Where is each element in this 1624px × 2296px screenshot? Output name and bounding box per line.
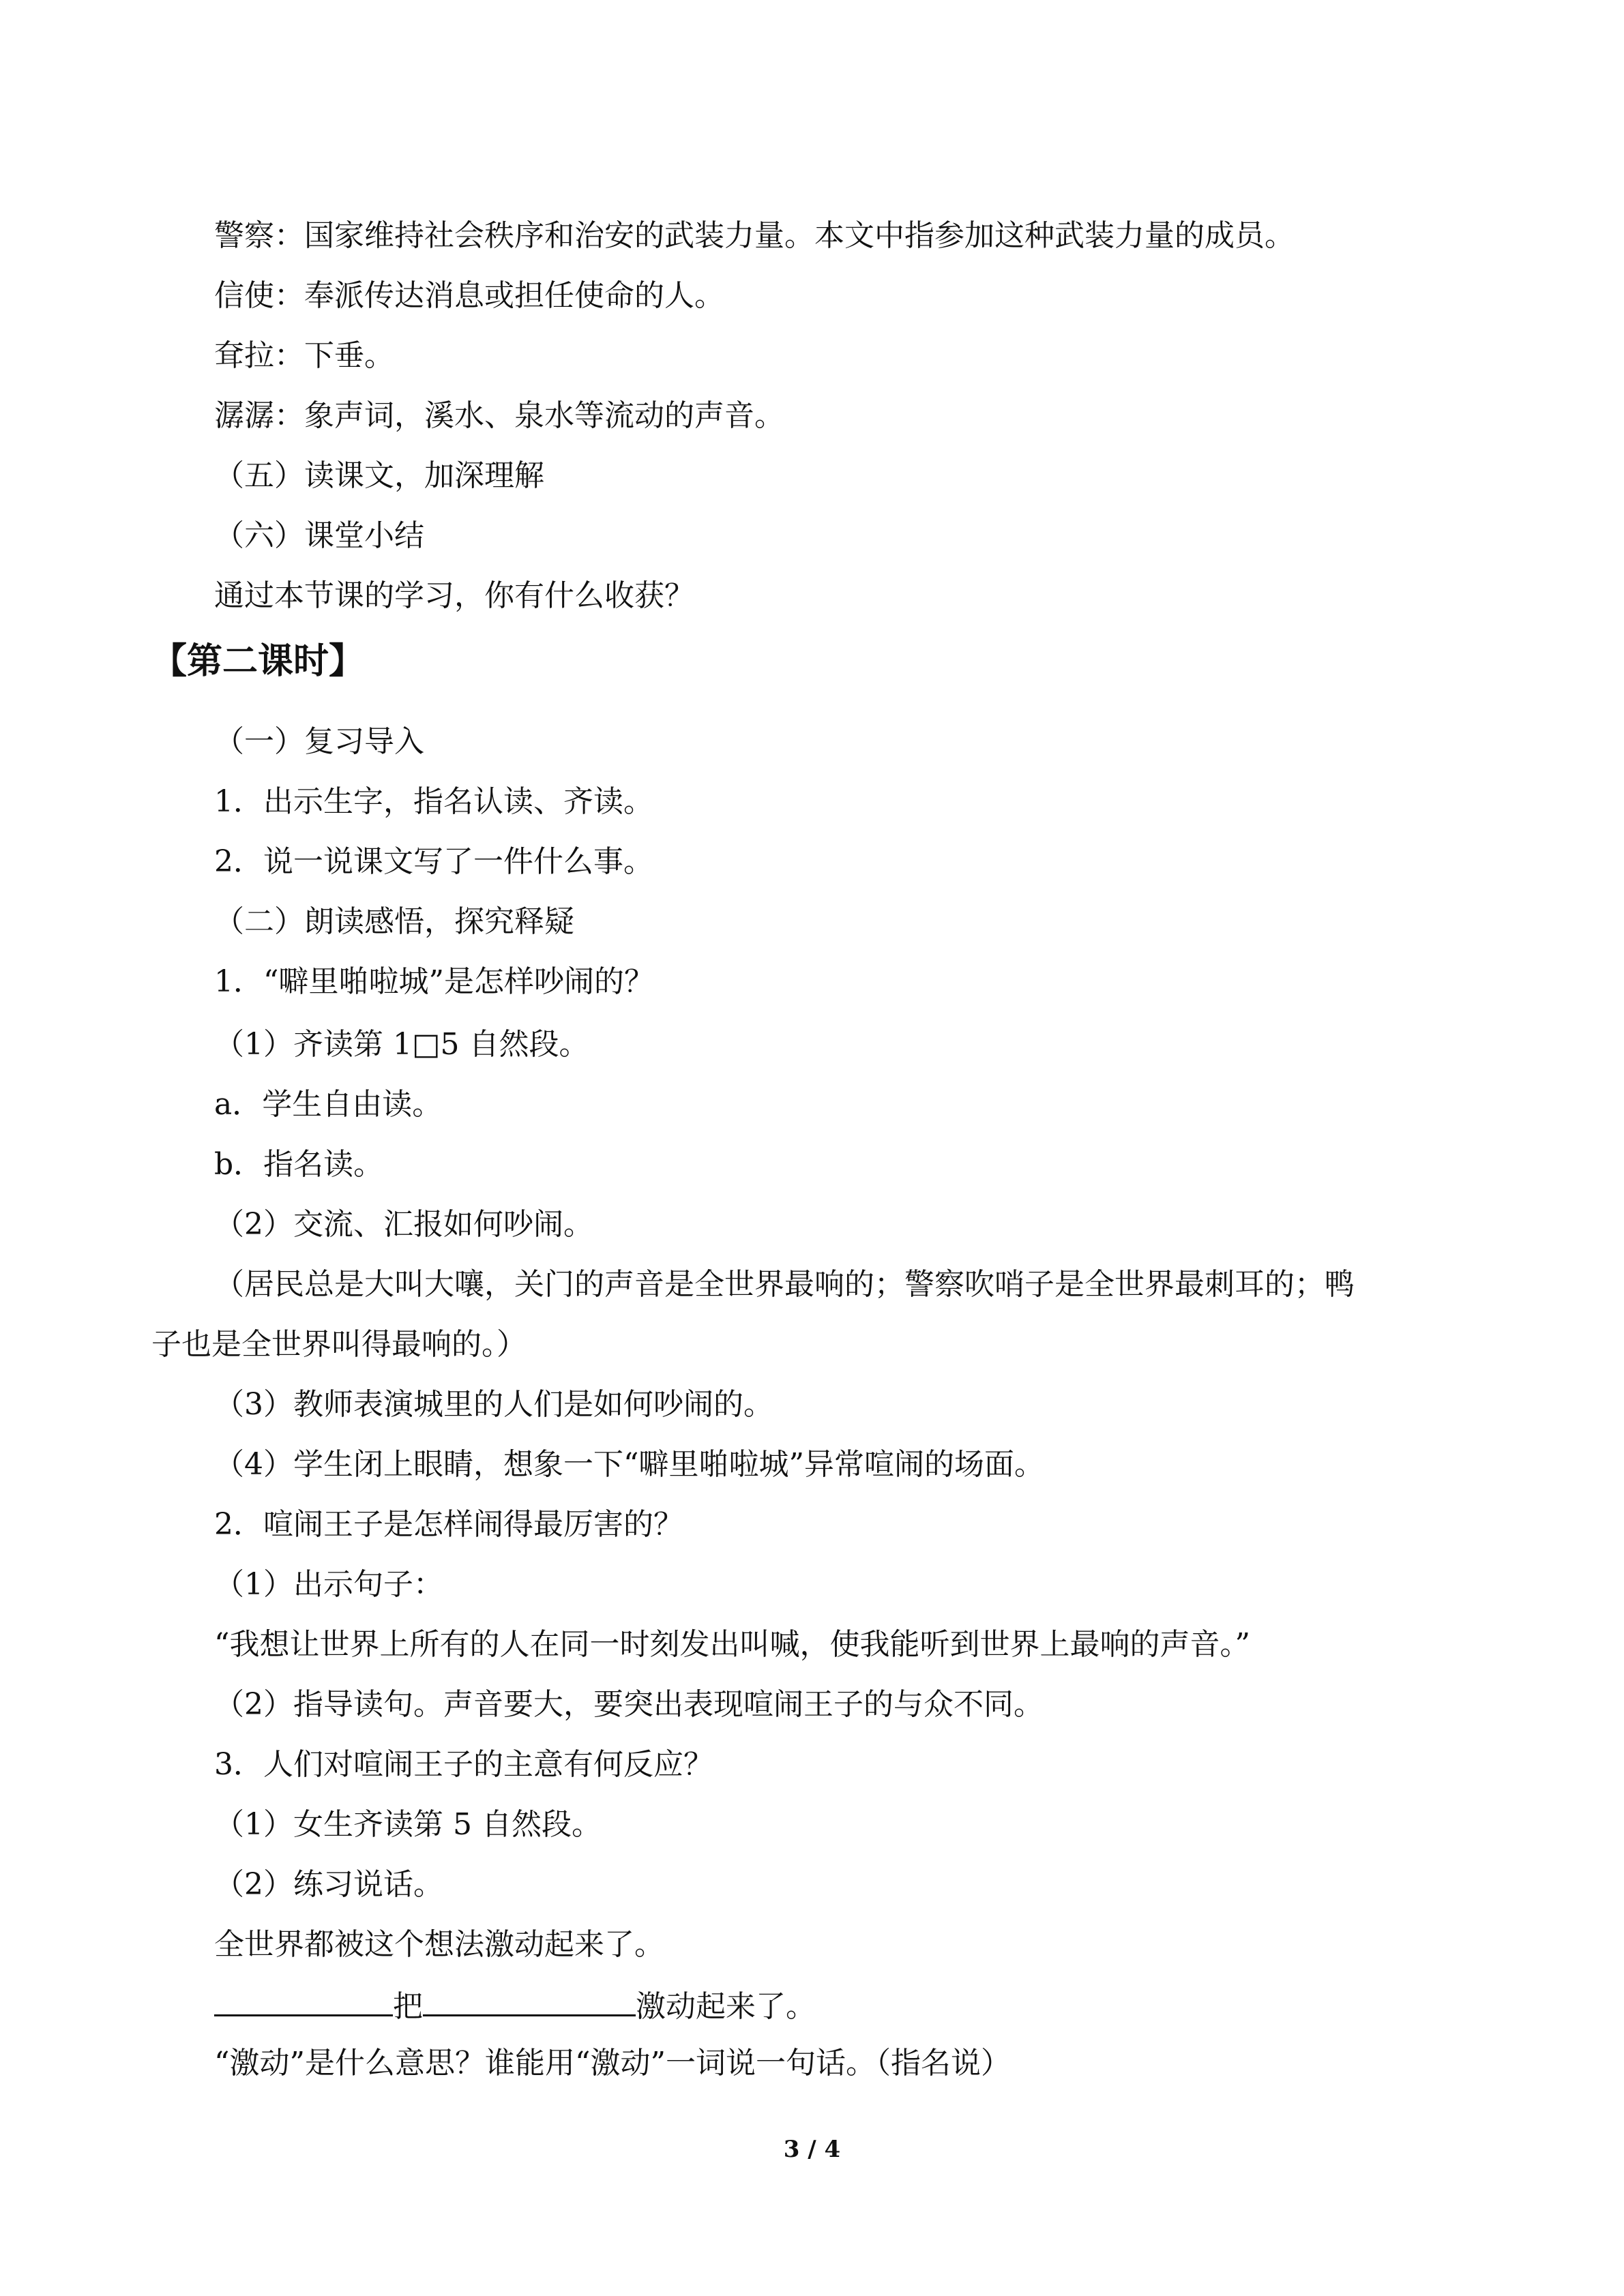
- text-line: 通过本节课的学习，你有什么收获？: [214, 578, 694, 613]
- fill-blank-sentence: [214, 1984, 816, 2027]
- blank-line: [214, 1984, 393, 2016]
- text-line: 全世界都被这个想法激动起来了。: [214, 1927, 664, 1962]
- text-line: 2．喧闹王子是怎样闹得最厉害的？: [214, 1507, 683, 1542]
- section-heading: 【第二课时】: [151, 641, 365, 682]
- text-line: 子也是全世界叫得最响的。）: [151, 1327, 527, 1362]
- text-line: 3．人们对喧闹王子的主意有何反应？: [214, 1747, 713, 1782]
- text-line: （六）课堂小结: [214, 518, 424, 553]
- text-line: 潺潺：象声词，溪水、泉水等流动的声音。: [214, 398, 784, 433]
- text-line: （一）复习导入: [214, 724, 424, 759]
- text-line: 2．说一说课文写了一件什么事。: [214, 844, 653, 879]
- page-number: 3 / 4: [783, 2136, 841, 2163]
- blank-line: [423, 1984, 636, 2016]
- fill-blank-middle: 把: [393, 1989, 423, 2024]
- text-line: 耷拉：下垂。: [214, 338, 394, 373]
- text-line: （五）读课文，加深理解: [214, 458, 544, 493]
- text-line: （4）学生闭上眼睛，想象一下“噼里啪啦城”异常喧闹的场面。: [214, 1447, 1044, 1482]
- fill-blank-end: 激动起来了。: [636, 1989, 816, 2024]
- text-line: 警察：国家维持社会秩序和治安的武装力量。本文中指参加这种武装力量的成员。: [214, 218, 1295, 253]
- text-line: （1）出示句子：: [214, 1567, 443, 1602]
- text-line: b．指名读。: [214, 1147, 384, 1182]
- text-line: （1）齐读第 1□5 自然段。: [214, 1027, 589, 1062]
- text-line: （二）朗读感悟，探究释疑: [214, 904, 574, 939]
- text-line: 1．出示生字，指名认读、齐读。: [214, 784, 653, 819]
- text-line: 信使：奉派传达消息或担任使命的人。: [214, 278, 724, 313]
- text-line: （居民总是大叫大嚷，关门的声音是全世界最响的；警察吹哨子是全世界最刺耳的；鸭: [214, 1267, 1355, 1302]
- text-line: （2）练习说话。: [214, 1867, 443, 1902]
- text-line: “我想让世界上所有的人在同一时刻发出叫喊，使我能听到世界上最响的声音。”: [214, 1627, 1250, 1662]
- text-line: “激动”是什么意思？谁能用“激动”一词说一句话。（指名说）: [214, 2046, 1011, 2081]
- text-line: （1）女生齐读第 5 自然段。: [214, 1807, 602, 1842]
- text-line: 1．“噼里啪啦城”是怎样吵闹的？: [214, 964, 654, 999]
- text-line: （3）教师表演城里的人们是如何吵闹的。: [214, 1387, 773, 1422]
- text-line: （2）交流、汇报如何吵闹。: [214, 1207, 593, 1242]
- text-line: （2）指导读句。声音要大，要突出表现喧闹王子的与众不同。: [214, 1687, 1044, 1722]
- text-line: a．学生自由读。: [214, 1087, 443, 1122]
